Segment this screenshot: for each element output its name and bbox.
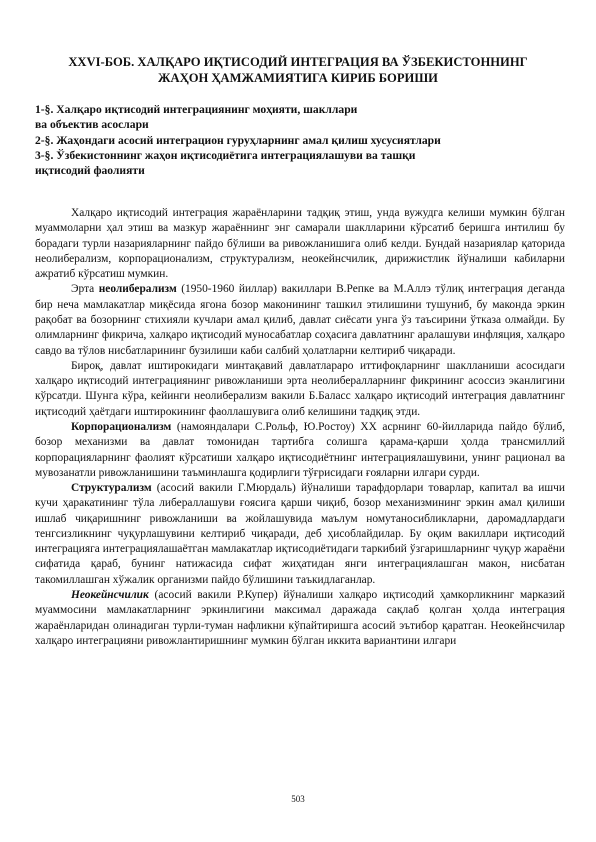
paragraph-lead: Эрта bbox=[71, 283, 99, 296]
paragraph-neokeynesianism bbox=[35, 588, 565, 649]
paragraph-neoliberalism bbox=[35, 282, 565, 358]
paragraph-structuralism bbox=[35, 481, 565, 588]
paragraph-balassa: Бироқ, давлат иштирокидаги минтақавий давлатлараро иттифоқларнинг шаклланиши асосидаги халқаро иқтисодий интеграциянинг ривожланиши эрта неолибералларнинг фикрининг асоссиз эканлигини кўрсатди. Шунга кўра, кейинги неолиберализм вакили Б.Баласс халқаро иқтисодий интеграция давлатнинг иқтисодий ҳаётдаги иштирокининг фаоллашувига олиб келишини тадқиқ этди. bbox=[35, 359, 565, 418]
chapter-title bbox=[40, 54, 556, 86]
paragraph-intro: Халқаро иқтисодий интеграция жараёнларини тадқиқ этиш, унда вужудга келиши мумкин бўлган муаммоларни ҳал этиш ва мазкур жараённинг энг самарали шаклларини кўрсатиб беришга интилиш бу борадаги турли назарияларнинг пайдо бўлиши ва ривожланишига олиб келди. Бундай назариялар қаторида неолиберализм, корпорационализм, структурализм, неокейнсчилик, дирижистлик йўналиши кабиларни ажратиб кўрсатиш мумкин. bbox=[35, 207, 565, 281]
body-text bbox=[35, 206, 565, 649]
section-line: ва объектив асослари bbox=[35, 118, 149, 132]
section-list bbox=[35, 102, 565, 178]
term-structuralism: Структурализм bbox=[71, 482, 152, 495]
section-line: 1-§. Халқаро иқтисодий интеграциянинг моҳияти, шакллари bbox=[35, 103, 358, 116]
term-corporationalism: Корпорационализм bbox=[71, 420, 172, 433]
section-line: 3-§. Ўзбекистоннинг жаҳон иқтисодиётига интеграциялашуви ва ташқи bbox=[35, 148, 416, 162]
paragraph-text: (асосий вакили Г.Мюрдаль) йўналиши тарафдорлари товарлар, капитал ва ишчи кучи ҳаракатининг тўла либераллашуви ғоясига қарши чиқиб, бозор механизмининг эркин амал қилиши ишлаб чиқаришнинг ривожланиши ва жойлашувида маълум номутаносибликларни, даромадлардаги тенгсизликнинг чуқурлашувини келтириб чиқаради, деб ҳисоблайдилар. Бу оқим вакиллари иқтисодий интеграцияга интеграциялашаётган мамлакатлар иқтисодиётидаги таркибий ўзгаришларнинг чуқур жараёни сифатида қараб, бунинг натижасида сифат жиҳатидан янги интеграциялашган макон, нисбатан такомиллашган хўжалик организми пайдо бўлишини таъкидлаганлар. bbox=[35, 482, 565, 586]
paragraph-text: (асосий вакили Р.Купер) йўналиши халқаро иқтисодий ҳамкорликнинг марказий муаммосини мамлакатларнинг эркинлигини максимал даражада сақлаб қолган ҳолда интеграция жараёнларидан олинадиган турли-туман нафликни кўпайтиришга асосий эътибор қаратган. Неокейнсчилар халқаро интеграцияни ривожлантиришнинг мумкин бўлган иккита вариантини илгари bbox=[35, 589, 565, 647]
section-line: иқтисодий фаолияти bbox=[35, 164, 145, 178]
term-neokeynesianism: Неокейнсчилик bbox=[71, 589, 149, 602]
paragraph-text: (намояндалари С.Рольф, Ю.Ростоу) XX асрнинг 60-йилларида пайдо бўлиб, бозор механизми ва давлат томонидан тартибга солишга қарама-қарши ҳолда трансмиллий корпорацияларнинг фаолият кўрсатиши халқаро иқтисодиётнинг интеграциялашувини, унинг рационал ва мувозанатли ривожланишини таъминлашга қодирлиги тўғрисидаги ғояларни илгари сурди. bbox=[35, 420, 565, 479]
chapter-title-line-2: ЖАҲОН ҲАМЖАМИЯТИГА КИРИБ БОРИШИ bbox=[158, 71, 438, 85]
paragraph-text: (1950-1960 йиллар) вакиллари В.Репке ва М.Аллэ тўлиқ интеграция деганда бир неча мамлакатлар миқёсида ягона бозор маконининг ташкил этилишини тушуниб, бу маконда эркин рақобат ва бозорнинг стихияли кучлари амал қилиб, давлат сиёсати унга ўз таъсирини ўтказа олмайди. Бу олимларнинг фикрича, халқаро иқтисодий муносабатлар соҳасига давлатнинг аралашуви инфляция, халқаро савдо ва тўлов нисбатларининг бузилиши каби салбий ҳолатларни келтириб чиқаради. bbox=[35, 283, 565, 357]
section-line: 2-§. Жаҳондаги асосий интеграцион гуруҳларнинг амал қилиш хусусиятлари bbox=[35, 133, 441, 147]
term-neoliberalism: неолиберализм bbox=[98, 283, 177, 296]
page-number: 503 bbox=[291, 794, 305, 804]
chapter-title-line-1: XXVI-БОБ. ХАЛҚАРО ИҚТИСОДИЙ ИНТЕГРАЦИЯ ВА ЎЗБЕКИСТОННИНГ bbox=[68, 55, 528, 69]
paragraph-corporationalism bbox=[35, 420, 565, 481]
